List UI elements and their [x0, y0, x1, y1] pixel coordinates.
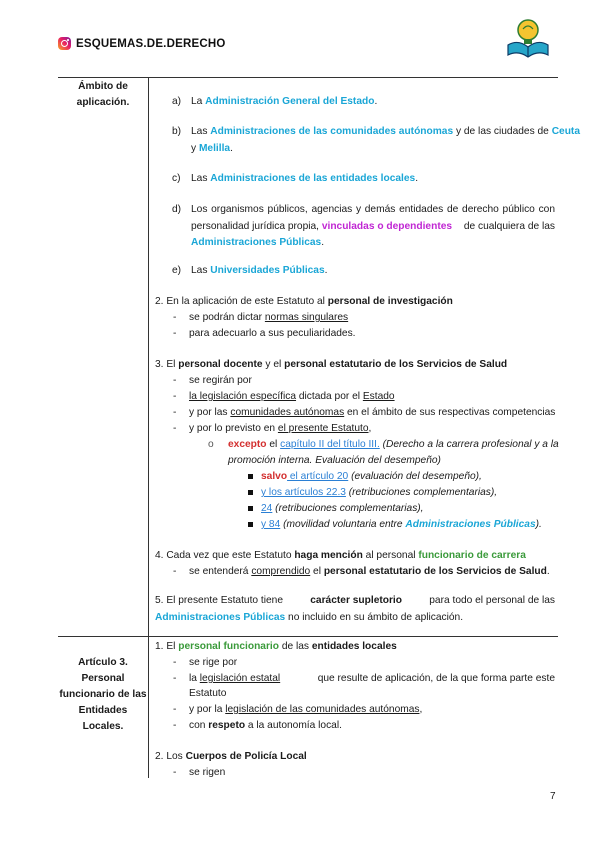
paragraph-2: 2. En la aplicación de este Estatuto al personal de investigación [155, 296, 453, 307]
square-bullet [248, 485, 253, 500]
articulo-3-item-2: la legislación estatal que resulte de aplicación, de la que forma parte este Estatuto [189, 673, 555, 699]
dash-item: - [173, 657, 177, 668]
ambito-section: Ámbito de aplicación. a) La Administración General del Estado. b) Las Administraciones de las comunidades autónomas y de las ciudades de Ceuta y Melilla. c) Las Administraciones de las entidades locales. d) Los organismos públicos, agencias y demás entidades de derecho público con personalidad jurídica propia, vinculadas o dependientes de cualquiera de las Administraciones Públicas. e) Las Universidades Públicas. 2. En la aplicación de este Estatuto al personal de investigación - se podrán dictar normas singulares - para adecuarlo a sus peculiaridades. 3. El personal docente y el personal estatutario de los Servicios de Salud - se regirán por - la legislación específica dictada por el Estado - y por las comunidades autónomas en el ámbito de sus respectivas competencias - y por lo previsto en el presente Estatuto, o excepto el capítulo II del título III. (Derecho a la carrera profesional y a la promoción interna. Evaluación del desempeño) salvo el artículo 20 (evaluación del desempeño), y los artículos 22.3 (retribuciones complementarias), 24 (retribuciones complementarias), y 84 (movilidad voluntaria entre Administraciones Públicas). 4. Cada vez que este Estatuto haga mención al personal funcionario de carrera - se entenderá comprendido el personal estatutario de los Servicios de Salud. 5. El presente Estatuto tiene carácter supletorio para todo el personal de las Administraciones Públicas no incluido en su ámbito de aplicación. [58, 77, 558, 637]
capitulo-link[interactable]: capítulo II del título III. [280, 439, 380, 450]
dash-item: - [173, 328, 177, 339]
square-bullet [248, 501, 253, 516]
paragraph-3: 3. El personal docente y el personal estatutario de los Servicios de Salud [155, 359, 508, 370]
articulo-3-label-cell [58, 637, 149, 778]
paragraph-5: 5. El presente Estatuto tiene carácter supletorio para todo el personal de las Administraciones Públicas no incluido en su ámbito de aplicación. [155, 595, 555, 623]
articulo-3-paragraph-2-item-1: se rigen [189, 767, 226, 778]
paragraph-3-item-2: la legislación específica dictada por el Estado [189, 391, 395, 402]
excepto-line-2: promoción interna. Evaluación del desempeño) [228, 455, 441, 466]
articulo-84-item: y 84 (movilidad voluntaria entre Administraciones Públicas). [261, 519, 542, 530]
dash-item: - [173, 312, 177, 323]
excepto-line: excepto el capítulo II del título III. (Derecho a la carrera profesional y a la [228, 439, 559, 450]
dash-item: - [173, 375, 177, 386]
articulo-20-link[interactable]: el artículo 20 [287, 471, 349, 482]
book-lightbulb-logo-icon [505, 15, 551, 61]
square-bullet [248, 517, 253, 532]
page-header [58, 37, 226, 50]
dash-item: - [173, 407, 177, 418]
articulo-22-link[interactable]: y los artículos 22.3 [261, 487, 346, 498]
articulo-24-link[interactable]: 24 [261, 503, 273, 514]
articulo-3-label: Artículo 3. Personal funcionario de las Entidades Locales. [59, 657, 147, 732]
paragraph-2-item-2: para adecuarlo a sus peculiaridades. [189, 328, 356, 339]
ambito-label-cell [58, 78, 149, 636]
articulo-24-item: 24 (retribuciones complementarias), [261, 503, 424, 514]
dash-item: - [173, 767, 177, 778]
articulo-3-item-4: con respeto a la autonomía local. [189, 720, 342, 731]
dash-item: - [173, 704, 177, 715]
salvo-item: salvo el artículo 20 (evaluación del desempeño), [261, 471, 482, 482]
articulo-3-paragraph-2: 2. Los Cuerpos de Policía Local [155, 751, 307, 762]
dash-item: - [173, 423, 177, 434]
articulo-22-item: y los artículos 22.3 (retribuciones complementarias), [261, 487, 498, 498]
dash-item: - [173, 720, 177, 731]
dash-item: - [173, 566, 177, 577]
articulo-3-section [58, 636, 558, 778]
articulo-84-link[interactable]: y 84 [261, 519, 281, 530]
instagram-icon [58, 37, 71, 50]
dash-item: - [173, 673, 177, 684]
articulo-3-item-3: y por la legislación de las comunidades autónomas, [189, 704, 423, 715]
paragraph-3-item-3: y por las comunidades autónomas en el ámbito de sus respectivas competencias [189, 407, 556, 418]
dash-item: - [173, 391, 177, 402]
articulo-3-item-1: se rige por [189, 657, 238, 668]
articulo-3-paragraph-1: 1. El personal funcionario de las entidades locales [155, 641, 397, 652]
ambito-label: Ámbito de aplicación. [76, 81, 130, 108]
paragraph-3-item-1: se regirán por [189, 375, 252, 386]
page-number: 7 [550, 791, 556, 802]
paragraph-2-item-1: se podrán dictar normas singulares [189, 312, 349, 323]
paragraph-3-item-4: y por lo previsto en el presente Estatuto, [189, 423, 372, 434]
brand-name: ESQUEMAS.DE.DERECHO [76, 37, 226, 50]
paragraph-4-item-1: se entenderá comprendido el personal estatutario de los Servicios de Salud. [189, 566, 550, 577]
square-bullet [248, 469, 253, 484]
circle-bullet: o [208, 439, 214, 450]
paragraph-4: 4. Cada vez que este Estatuto haga mención al personal funcionario de carrera [155, 550, 526, 561]
